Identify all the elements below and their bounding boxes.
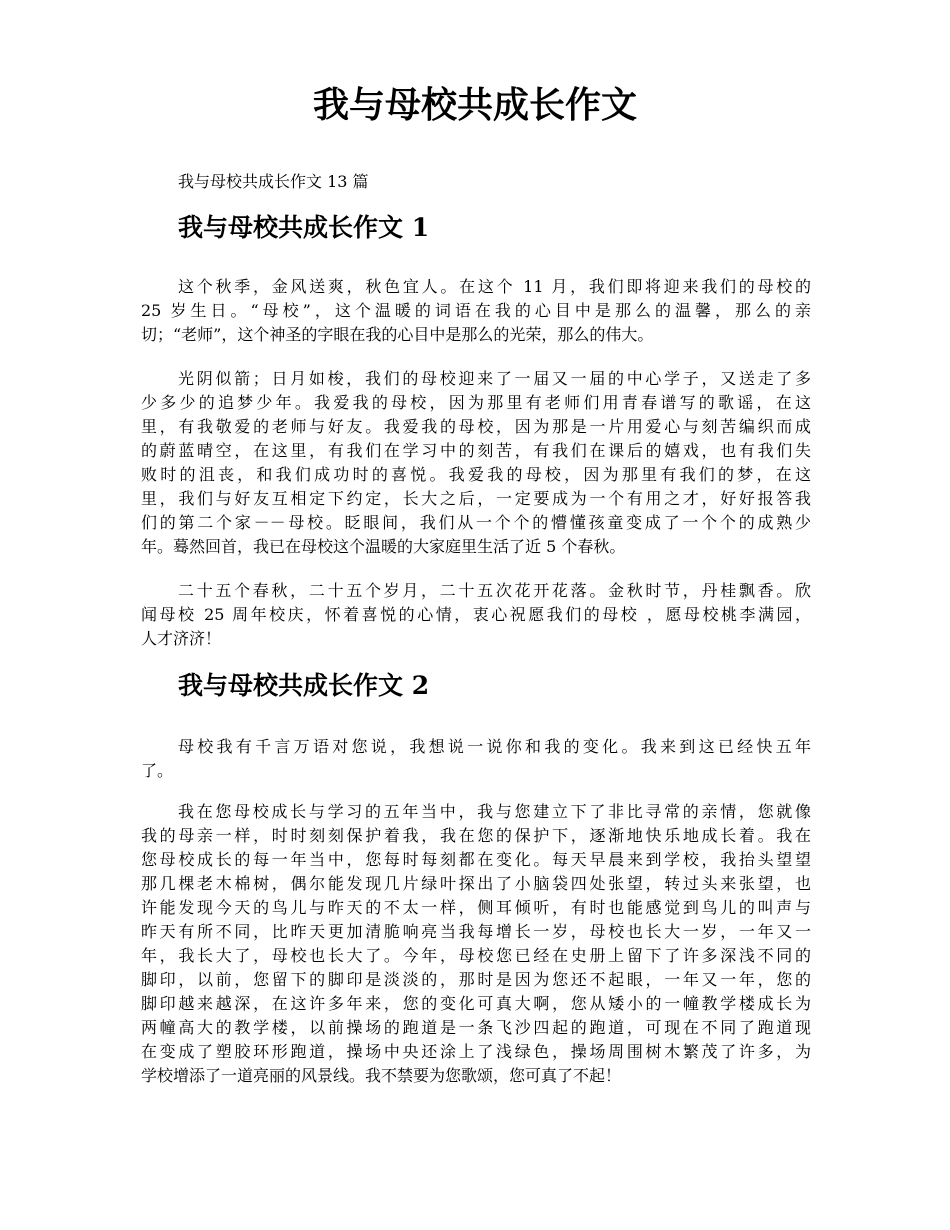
paragraph-line: 切；“老师”，这个神圣的字眼在我的心目中是那么的光荣，那么的伟大。 [141, 325, 654, 344]
paragraph-line: 学校增添了一道亮丽的风景线。我不禁要为您歌颂，您可真了不起！ [141, 1066, 622, 1085]
section-heading-2: 我与母校共成长作文 2 [178, 671, 430, 700]
paragraph-line: 您母校成长的每一年当中，您每时每刻都在变化。每天早晨来到学校，我抬头望望 [141, 850, 811, 869]
paragraph-line: 们的第二个家－－母校。眨眼间，我们从一个个的懵懂孩童变成了一个个的成熟少 [141, 513, 811, 532]
paragraph [141, 367, 811, 559]
paragraph-line: 在变成了塑胶环形跑道，操场中央还涂上了浅绿色，操场周围树木繁茂了许多，为 [141, 1042, 811, 1061]
document-subtitle: 我与母校共成长作文 13 篇 [178, 172, 369, 191]
paragraph-line: 脚印，以前，您留下的脚印是淡淡的，那时是因为您还不起眼，一年又一年，您的 [141, 970, 811, 989]
paragraph [141, 735, 811, 783]
paragraph [141, 275, 811, 347]
paragraph-line: 人才济济！ [141, 629, 222, 648]
paragraph-line: 脚印越来越深，在这许多年来，您的变化可真大啊，您从矮小的一幢教学楼成长为 [141, 994, 811, 1013]
paragraph-line: 母校我有千言万语对您说，我想说一说你和我的变化。我来到这已经快五年 [178, 737, 811, 756]
paragraph-line: 许能发现今天的鸟儿与昨天的不太一样，侧耳倾听，有时也能感觉到鸟儿的叫声与 [141, 898, 811, 917]
paragraph-line: 光阴似箭；日月如梭，我们的母校迎来了一届又一届的中心学子，又送走了多 [178, 369, 811, 388]
paragraph-line: 这个秋季，金风送爽，秋色宜人。在这个 11 月，我们即将迎来我们的母校的 [178, 277, 811, 296]
section-heading-1: 我与母校共成长作文 1 [178, 213, 430, 242]
document-title: 我与母校共成长作文 [312, 84, 637, 126]
paragraph-line: 二十五个春秋，二十五个岁月，二十五次花开花落。金秋时节，丹桂飘香。欣 [178, 581, 811, 600]
paragraph-line: 少多少的追梦少年。我爱我的母校，因为那里有老师们用青春谱写的歌谣，在这 [141, 393, 811, 412]
paragraph-line: 年。蓦然回首，我已在母校这个温暖的大家庭里生活了近 5 个春秋。 [141, 537, 626, 556]
paragraph-line: 25 岁生日。“母校”，这个温暖的词语在我的心目中是那么的温馨，那么的亲 [141, 301, 811, 320]
paragraph-line: 里，我们与好友互相定下约定，长大之后，一定要成为一个有用之才，好好报答我 [141, 489, 811, 508]
paragraph-line: 我在您母校成长与学习的五年当中，我与您建立下了非比寻常的亲情，您就像 [178, 802, 811, 821]
paragraph-line: 里，有我敬爱的老师与好友。我爱我的母校，因为那是一片用爱心与刻苦编织而成 [141, 417, 811, 436]
paragraph-line: 的蔚蓝晴空，在这里，有我们在学习中的刻苦，有我们在课后的嬉戏，也有我们失 [141, 441, 811, 460]
paragraph-line: 那几棵老木棉树，偶尔能发现几片绿叶探出了小脑袋四处张望，转过头来张望，也 [141, 874, 811, 893]
paragraph-line: 两幢高大的教学楼，以前操场的跑道是一条飞沙四起的跑道，可现在不同了跑道现 [141, 1018, 811, 1037]
paragraph-line: 了。 [141, 761, 174, 780]
paragraph-line: 昨天有所不同，比昨天更加清脆响亮当我每增长一岁，母校也长大一岁，一年又一 [141, 922, 811, 941]
paragraph-line: 败时的沮丧，和我们成功时的喜悦。我爱我的母校，因为那里有我们的梦，在这 [141, 465, 811, 484]
paragraph-line: 我的母亲一样，时时刻刻保护着我，我在您的保护下，逐渐地快乐地成长着。我在 [141, 826, 811, 845]
paragraph-line: 年，我长大了，母校也长大了。今年，母校您已经在史册上留下了许多深浅不同的 [141, 946, 811, 965]
paragraph [141, 579, 811, 651]
paragraph [141, 800, 811, 1088]
paragraph-line: 闻母校 25 周年校庆，怀着喜悦的心情，衷心祝愿我们的母校 ，愿母校桃李满园， [141, 605, 811, 624]
